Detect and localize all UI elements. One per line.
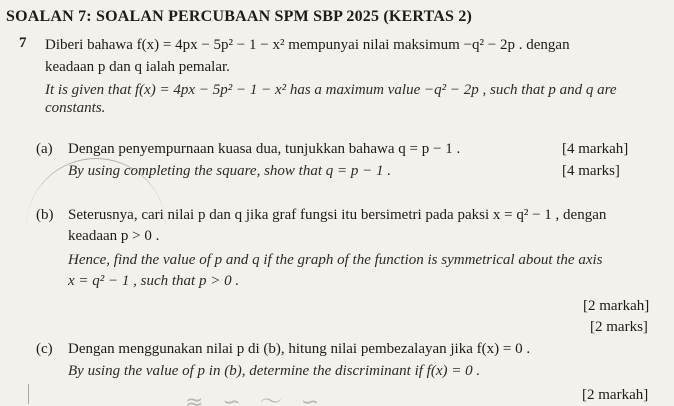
part-a-malay: Dengan penyempurnaan kuasa dua, tunjukkan bahawa q = p − 1 .: [68, 141, 461, 157]
pencil-tick-mark: [28, 384, 37, 404]
part-c-label: (c): [36, 341, 53, 357]
part-b-english-line-1: Hence, find the value of p and q if the graph of the function is symmetrical about the axis: [68, 252, 603, 268]
part-a-label: (a): [36, 141, 53, 157]
intro-english-line-2: constants.: [45, 100, 106, 116]
part-b-malay-line-1: Seterusnya, cari nilai p dan q jika graf fungsi itu bersimetri pada paksi x = q² − 1 , dengan: [68, 207, 607, 223]
part-b-english-line-2: x = q² − 1 , such that p > 0 .: [68, 273, 240, 289]
part-b-marks-malay: [2 markah]: [583, 298, 650, 314]
part-c-marks-malay: [2 markah]: [582, 387, 649, 403]
part-a-marks-malay: [4 markah]: [562, 141, 629, 157]
part-c-malay: Dengan menggunakan nilai p di (b), hitung nilai pembezalayan jika f(x) = 0 .: [68, 341, 531, 357]
question-number: 7: [19, 35, 27, 51]
page-title: SOALAN 7: SOALAN PERCUBAAN SPM SBP 2025 (KERTAS 2): [6, 8, 473, 25]
part-a-marks-english: [4 marks]: [562, 163, 620, 179]
bleed-through-scribble: ≈ ∽ ～ ∽: [185, 390, 326, 406]
intro-malay-line-2: keadaan p dan q ialah pemalar.: [45, 59, 230, 75]
part-b-malay-line-2: keadaan p > 0 .: [68, 228, 160, 244]
part-b-marks-english: [2 marks]: [590, 319, 648, 335]
part-c-english: By using the value of p in (b), determine the discriminant if f(x) = 0 .: [68, 363, 481, 379]
part-b-label: (b): [36, 207, 54, 223]
intro-english-line-1: It is given that f(x) = 4px − 5p² − 1 − x² has a maximum value −q² − 2p , such that p and q are: [45, 82, 617, 98]
intro-malay-line-1: Diberi bahawa f(x) = 4px − 5p² − 1 − x² mempunyai nilai maksimum −q² − 2p . dengan: [45, 37, 570, 53]
part-a-english: By using completing the square, show that q = p − 1 .: [68, 163, 391, 179]
